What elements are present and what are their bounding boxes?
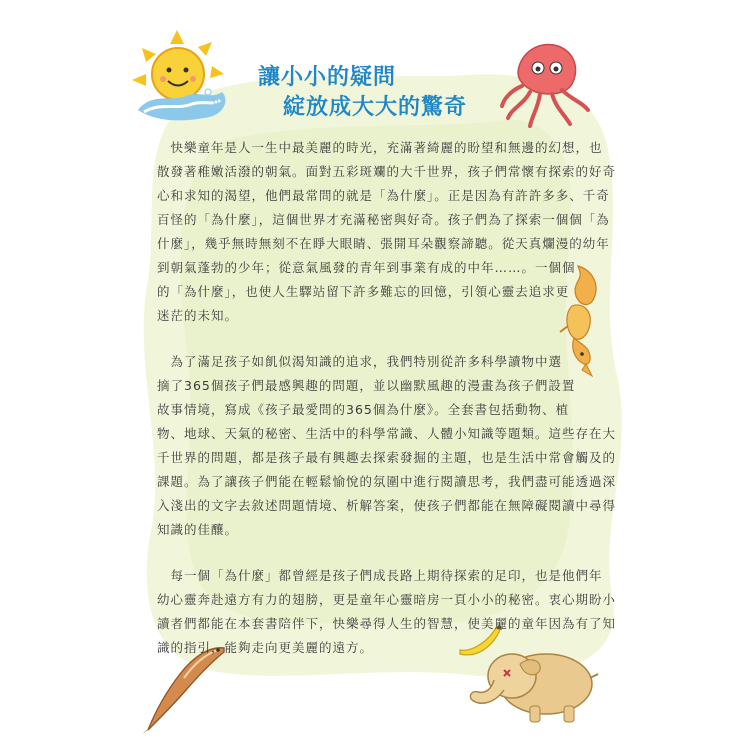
text-line: 摘了365個孩子們最感興趣的問題，並以幽默風趣的漫畫為孩子們設置 (157, 378, 576, 393)
text-line: 散發著稚嫩活潑的朝氣。面對五彩斑斕的大千世界，孩子們常懷有探索的好奇 (157, 164, 617, 179)
text-line: 幼心靈奔赴遠方有力的翅膀，更是童年心靈暗房一頁小小的秘密。衷心期盼小 (157, 592, 617, 607)
text-line: 心和求知的渴望，他們最常問的就是「為什麼」。正是因為有許許多多、千奇 (157, 188, 610, 203)
text-line: 到朝氣蓬勃的少年；從意氣風發的青年到事業有成的中年……。一個個 (157, 260, 576, 275)
paragraph-3 (157, 564, 617, 660)
text-line: 入淺出的文字去敘述問題情境、析解答案，使孩子們都能在無障礙閱讀中尋得 (157, 498, 617, 513)
text-line: 每一個「為什麼」都曾經是孩子們成長路上期待探索的足印，也是他們年 (157, 568, 603, 583)
text-line: 的「為什麼」，也使人生驛站留下許多難忘的回憶，引領心靈去追求更 (157, 284, 570, 299)
paragraph-1 (157, 136, 617, 328)
text-line: 識的指引，能夠走向更美麗的遠方。 (157, 640, 374, 655)
text-line: 百怪的「為什麼」，這個世界才充滿秘密與好奇。孩子們為了探索一個個「為 (157, 212, 610, 227)
text-line: 千世界的問題，都是孩子最有興趣去探索發掘的主題，也是生活中常會觸及的 (157, 450, 617, 465)
text-line: 快樂童年是人一生中最美麗的時光，充滿著綺麗的盼望和無邊的幻想，也 (157, 140, 603, 155)
text-line: 為了滿足孩子如飢似渴知識的追求，我們特別從許多科學讀物中選 (157, 354, 563, 369)
squid-icon (500, 38, 592, 128)
paragraph-2 (157, 350, 617, 542)
page-title-line-1: 讓小小的疑問 (258, 65, 397, 90)
text-line: 知識的佳釀。 (157, 522, 239, 537)
text-line: 故事情境，寫成《孩子最愛問的365個為什麼》。全套書包括動物、植 (157, 402, 570, 417)
text-line: 課題。為了讓孩子們能在輕鬆愉悅的氛圍中進行閱讀思考，我們盡可能透過深 (157, 474, 617, 489)
preface-text (157, 136, 617, 660)
page-title-line-2: 綻放成大大的驚奇 (283, 95, 468, 120)
text-line: 讀者們都能在本套書陪伴下，快樂尋得人生的智慧，使美麗的童年因為有了知 (157, 616, 617, 631)
text-line: 什麼」，幾乎無時無刻不在睜大眼睛、張開耳朵觀察諦聽。從天真爛漫的幼年 (157, 236, 610, 251)
text-line: 迷茫的未知。 (157, 308, 239, 323)
sun-with-wave-icon (132, 30, 244, 125)
text-line: 物、地球、天氣的秘密、生活中的科學常識、人體小知識等題類。這些存在大 (157, 426, 617, 441)
